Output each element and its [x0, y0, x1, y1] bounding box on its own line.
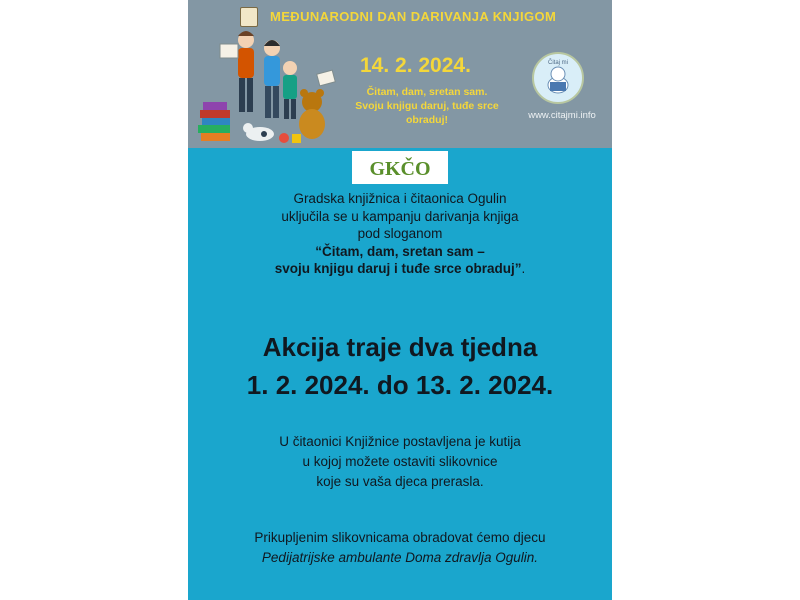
banner-title: MEĐUNARODNI DAN DARIVANJA KNJIGOM: [270, 9, 557, 24]
intro-paragraph: [188, 190, 612, 278]
banner-url: www.citajmi.info: [528, 110, 596, 121]
closing-paragraph: [188, 528, 612, 568]
gkco-logo-text: GKČO: [369, 158, 431, 180]
children-reading-illustration: [194, 6, 344, 148]
citaj-mi-logo-text: Čitaj mi: [547, 60, 569, 66]
closing-line-italic: Pedijatrijske ambulante Doma zdravlja Ogulin.: [261, 550, 539, 565]
banner-date: 14. 2. 2024.: [360, 54, 471, 77]
campaign-banner: [188, 0, 612, 148]
intro-line: Gradska knjižnica i čitaonica Ogulin: [293, 191, 507, 206]
intro-line: pod sloganom: [357, 226, 443, 241]
banner-slogan-line: obraduj!: [406, 114, 448, 126]
intro-slogan-line: “Čitam, dam, sretan sam –: [315, 243, 485, 259]
gkco-library-logo: [352, 151, 448, 184]
banner-slogan-line: Čitam, dam, sretan sam.: [366, 86, 488, 98]
citaj-mi-logo: [532, 52, 584, 104]
action-headline: [188, 328, 612, 404]
banner-slogan: [334, 85, 520, 127]
closing-line: Prikupljenim slikovnicama obradovat ćemo djecu: [254, 530, 546, 545]
intro-slogan-period: .: [521, 261, 526, 276]
headline-dates: 1. 2. 2024. do 13. 2. 2024.: [246, 370, 554, 400]
info-line: koje su vaša djeca prerasla.: [316, 474, 484, 489]
intro-slogan-line: svoju knjigu daruj i tuđe srce obraduj”: [274, 261, 522, 276]
intro-line: uključila se u kampanju darivanja knjiga: [281, 208, 519, 224]
poster: [188, 0, 612, 600]
info-line: u kojoj možete ostaviti slikovnice: [302, 454, 498, 469]
headline-line: Akcija traje dva tjedna: [262, 332, 538, 362]
info-line: U čitaonici Knjižnice postavljena je kutija: [279, 434, 521, 449]
banner-slogan-line: Svoju knjigu daruj, tuđe srce: [355, 100, 499, 112]
info-paragraph: [188, 432, 612, 492]
